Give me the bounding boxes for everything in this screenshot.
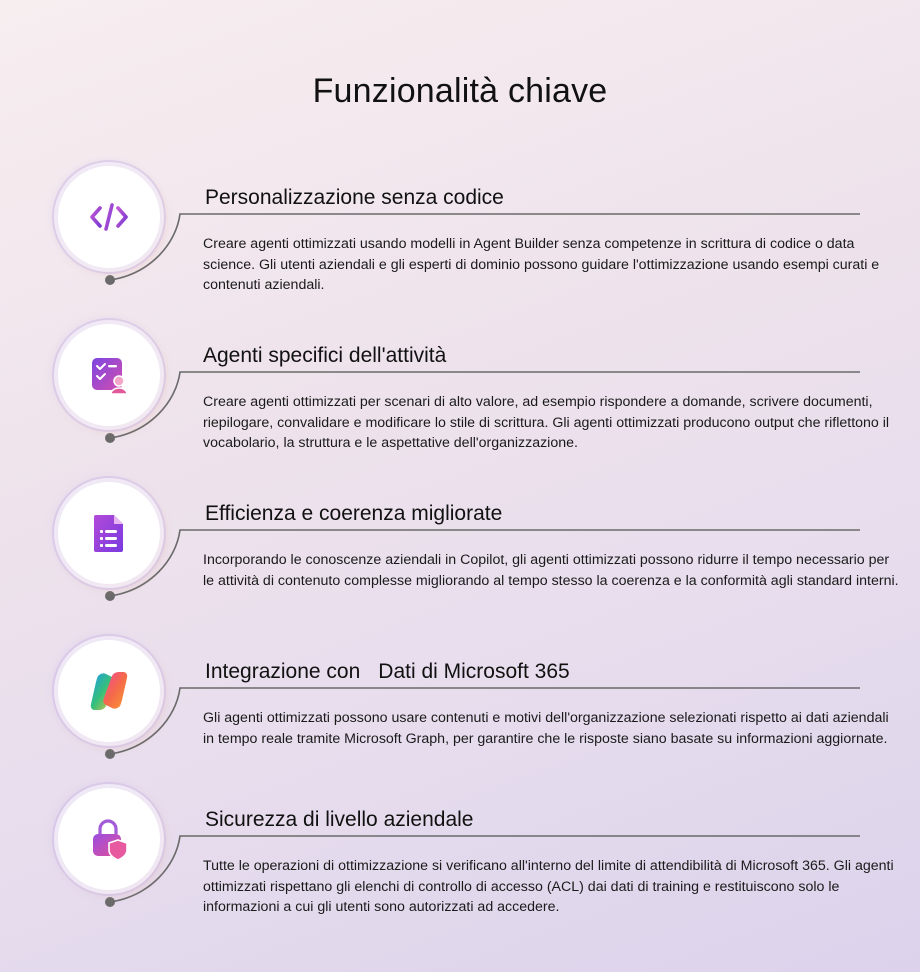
feature-efficiency bbox=[0, 500, 920, 650]
feature-icon-circle bbox=[58, 324, 160, 426]
feature-icon-circle bbox=[58, 166, 160, 268]
page-title: Funzionalità chiave bbox=[312, 72, 608, 110]
feature-security bbox=[0, 806, 920, 956]
copilot-logo-icon bbox=[86, 668, 132, 714]
feature-title-main: Integrazione con bbox=[205, 660, 361, 683]
feature-description: Incorporando le conoscenze aziendali in Copilot, gli agenti ottimizzati possono ridurre il tempo necessario per le attività di contenuto complesse migliorando al tempo stesso la coerenza e la conformità agli standard interni. bbox=[203, 552, 899, 589]
feature-no-code bbox=[0, 184, 920, 334]
feature-description: Tutte le operazioni di ottimizzazione si verificano all'interno del limite di attendibilità di Microsoft 365. Gli agenti ottimizzati rispettano gli elenchi di controllo di accesso (ACL) dai dati di training e restituiscono solo le informazioni a cui gli utenti sono autorizzati ad accedere. bbox=[203, 858, 894, 915]
code-icon bbox=[86, 194, 132, 240]
feature-title: Personalizzazione senza codice bbox=[205, 186, 504, 209]
feature-title bbox=[205, 660, 570, 684]
feature-title: Sicurezza di livello aziendale bbox=[205, 808, 474, 831]
task-checklist-icon bbox=[86, 352, 132, 398]
feature-integration bbox=[0, 658, 920, 808]
document-icon bbox=[86, 510, 132, 556]
feature-title-suffix: Dati di Microsoft 365 bbox=[378, 660, 570, 683]
feature-title: Efficienza e coerenza migliorate bbox=[205, 502, 503, 525]
feature-icon-circle bbox=[58, 640, 160, 742]
feature-icon-circle bbox=[58, 482, 160, 584]
lock-shield-icon bbox=[86, 816, 132, 862]
feature-task-specific bbox=[0, 342, 920, 492]
feature-icon-circle bbox=[58, 788, 160, 890]
feature-description: Creare agenti ottimizzati usando modelli in Agent Builder senza competenze in scrittura di codice o data science. Gli utenti aziendali e gli esperti di dominio possono guidare l'ottimizzazione usando esempi curati e contenuti aziendali. bbox=[203, 236, 880, 293]
feature-description: Creare agenti ottimizzati per scenari di alto valore, ad esempio rispondere a domande, scrivere documenti, riepilogare, convalidare e modificare lo stile di scrittura. Gli agenti ottimizzati producono output che riflettono il vocabolario, la struttura e le aspettative dell'organizzazione. bbox=[203, 394, 890, 451]
feature-title: Agenti specifici dell'attività bbox=[203, 344, 447, 367]
feature-description: Gli agenti ottimizzati possono usare contenuti e motivi dell'organizzazione selezionati rispetto ai dati aziendali in tempo reale tramite Microsoft Graph, per garantire che le risposte siano basate su informazioni aggiornate. bbox=[203, 710, 889, 747]
